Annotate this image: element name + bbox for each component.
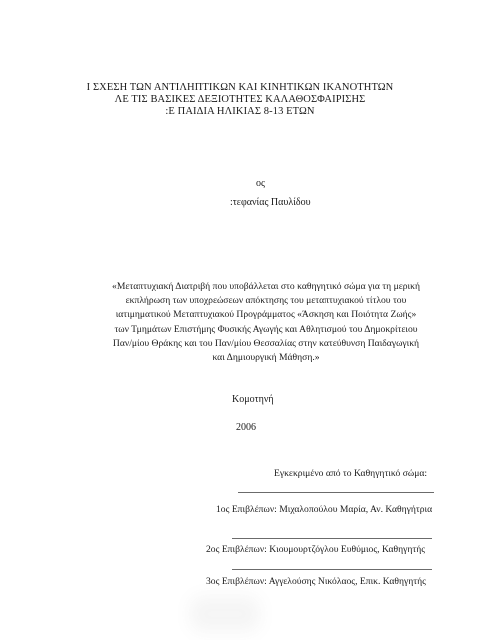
signature-line	[238, 492, 434, 493]
thesis-statement-line: εκπλήρωση των υποχρεώσεων απόκτησης του μεταπτυχιακού τίτλου του	[125, 295, 407, 307]
thesis-statement-line: των Τμημάτων Επιστήμης Φυσικής Αγωγής και Αθλητισμού του Δημοκρίτειου	[114, 323, 418, 335]
member-prefix: 1ος	[216, 504, 230, 515]
member-prefix: 2ος	[206, 544, 220, 555]
scan-smudge	[190, 596, 260, 632]
thesis-statement-line: Παν/μίου Θράκης και του Παν/μίου Θεσσαλίας στην κατεύθυνση Παιδαγωγική	[112, 337, 420, 349]
signature-line	[232, 538, 432, 539]
committee-member-2	[206, 544, 425, 555]
member-text: Επιβλέπων: Κιουμουρτζόγλου Ευθύμιος, Καθηγητής	[221, 544, 426, 555]
member-text: Επιβλέπων: Μιχαλοπούλου Μαρία, Αν. Καθηγήτρια	[231, 504, 433, 515]
committee-member-1	[216, 504, 432, 515]
member-prefix: 3ος	[206, 576, 220, 587]
signature-line	[232, 569, 432, 570]
thesis-title-line-2: ΛΕ ΤΙΣ ΒΑΣΙΚΕΣ ΔΕΞΙΟΤΗΤΕΣ ΚΑΛΑΘΟΣΦΑΙΡΙΣΗΣ	[114, 94, 366, 105]
thesis-statement-line: και Δημιουργική Μάθηση.»	[212, 352, 320, 364]
thesis-statement-line: «Μεταπτυχιακή Διατριβή που υποβάλλεται στο καθηγητικό σώμα για τη μερική	[112, 281, 420, 292]
thesis-title-line-3: :Ε ΠΑΙΔΙΑ ΗΛΙΚΙΑΣ 8-13 ΕΤΩΝ	[165, 106, 315, 117]
thesis-statement-line: ιατιμηματικού Μεταπτυχιακού Προγράμματος «Άσκηση και Ποιότητα Ζωής»	[115, 309, 417, 321]
author-label: ος	[256, 178, 265, 189]
committee-title: Εγκεκριμένο από το Καθηγητικό σώμα:	[274, 468, 428, 479]
thesis-statement	[86, 280, 446, 365]
committee-member-3	[206, 576, 426, 587]
place: Κομοτηνή	[232, 394, 274, 405]
member-text: Επιβλέπων: Αγγελούσης Νικόλαος, Επικ. Καθηγητής	[221, 576, 426, 587]
thesis-title-line-1: Ι ΣΧΕΣΗ ΤΩΝ ΑΝΤΙΛΗΠΤΙΚΩΝ ΚΑΙ ΚΙΝΗΤΙΚΩΝ ΙΚΑΝΟΤΗΤΩΝ	[86, 82, 394, 93]
author-name: :τεφανίας Παυλίδου	[230, 197, 311, 208]
year: 2006	[236, 422, 256, 433]
